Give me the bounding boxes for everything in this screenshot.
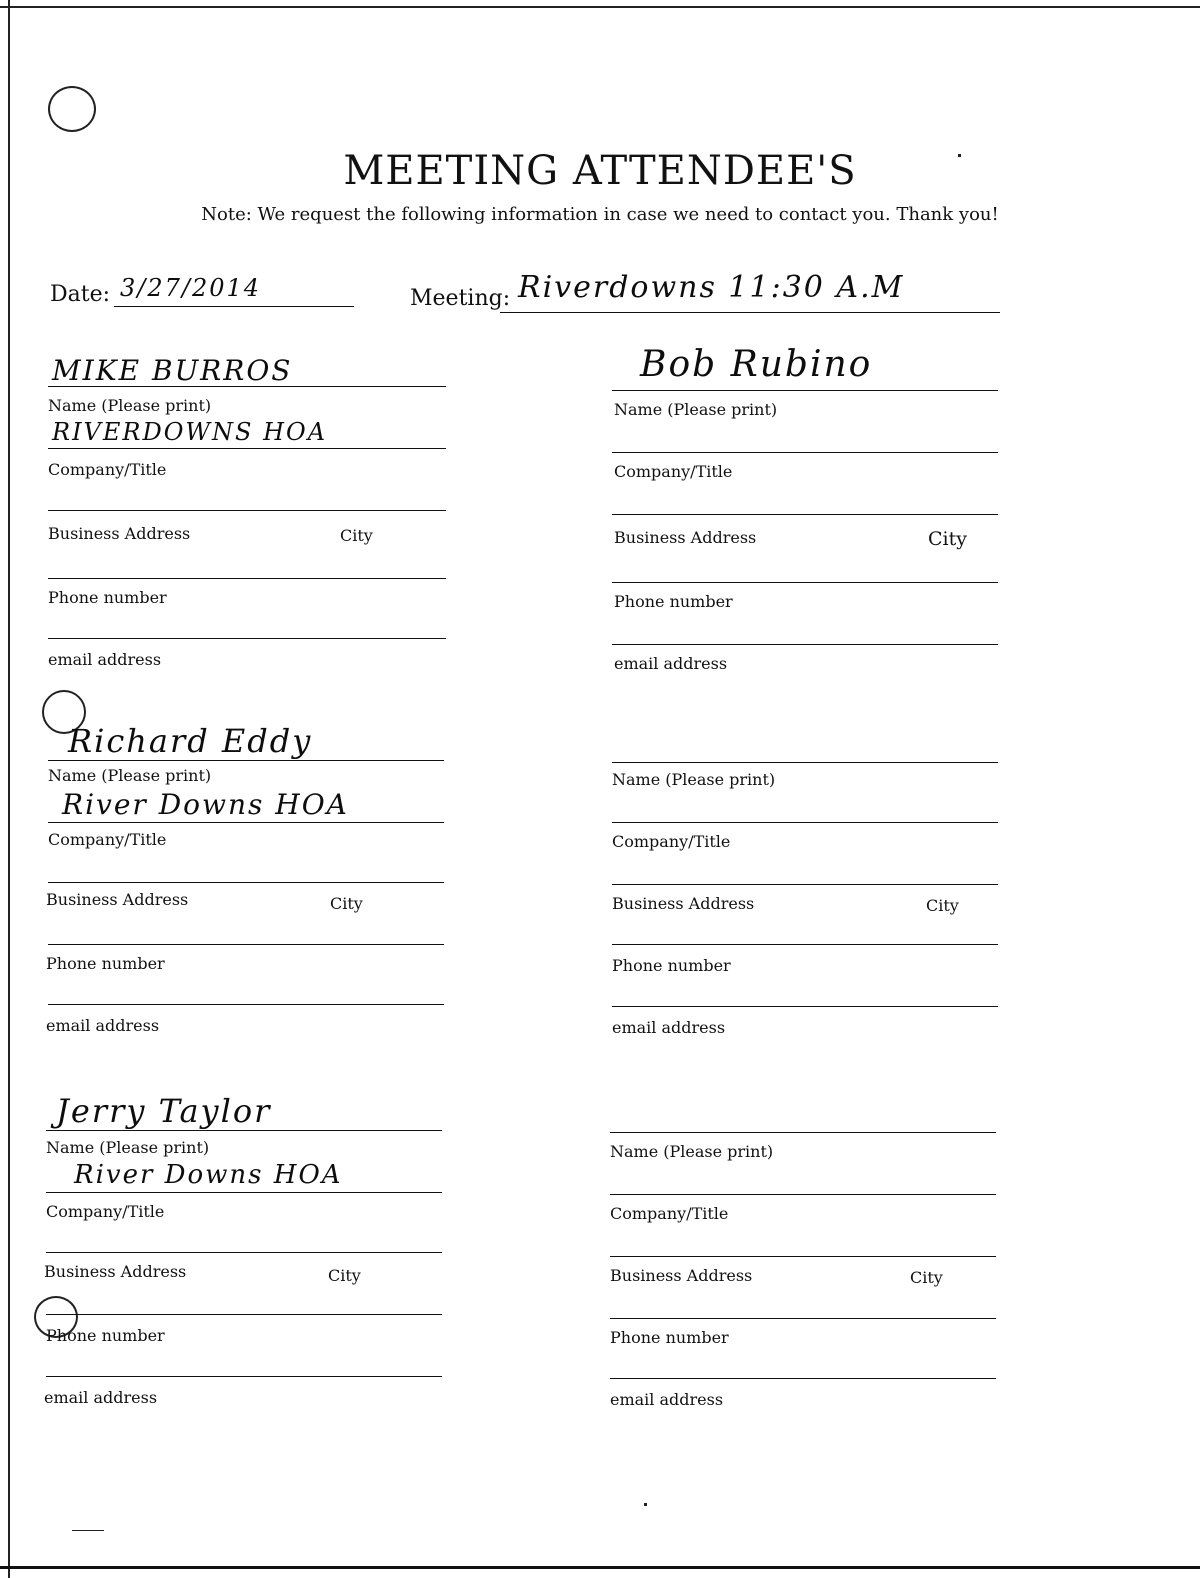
- attendee-2-company-line: [612, 452, 998, 453]
- page-title: MEETING ATTENDEE'S: [343, 148, 857, 194]
- attendee-5-email-label: email address: [44, 1388, 158, 1407]
- attendee-6-address-label: Business Address: [610, 1266, 753, 1285]
- attendee-6-phone-line: [610, 1318, 996, 1319]
- page-note: Note: We request the following information in case we need to contact you. Thank you!: [201, 204, 999, 225]
- attendee-1-name-line: [48, 386, 446, 387]
- date-value[interactable]: 3/27/2014: [120, 274, 262, 302]
- attendee-6-email-label: email address: [610, 1390, 724, 1409]
- attendee-2-email-label: email address: [614, 654, 728, 673]
- speck: [72, 1530, 104, 1531]
- attendee-2-city-label: City: [928, 528, 967, 550]
- attendee-1-phone-label: Phone number: [48, 588, 167, 607]
- attendee-4-company-label: Company/Title: [612, 832, 731, 851]
- attendee-4-name-label: Name (Please print): [612, 770, 776, 789]
- attendee-1-address-label: Business Address: [48, 524, 191, 543]
- attendee-6-address-line: [610, 1256, 996, 1257]
- attendee-4-phone-label: Phone number: [612, 956, 731, 975]
- attendee-3-name-line: [48, 760, 444, 761]
- attendee-4-email-line: [612, 1006, 998, 1007]
- attendee-1-name-label: Name (Please print): [48, 396, 212, 415]
- attendee-1-company[interactable]: RIVERDOWNS HOA: [52, 418, 328, 446]
- attendee-3-name[interactable]: Richard Eddy: [68, 722, 313, 760]
- attendee-5-phone-label: Phone number: [46, 1326, 165, 1345]
- attendee-1-email-label: email address: [48, 650, 162, 669]
- attendee-1-city-label: City: [340, 526, 373, 545]
- attendee-5-address-label: Business Address: [44, 1262, 187, 1281]
- attendee-2-address-label: Business Address: [614, 528, 757, 547]
- attendee-6-name-label: Name (Please print): [610, 1142, 774, 1161]
- punch-hole-top: [48, 86, 96, 132]
- attendee-4-phone-line: [612, 944, 998, 945]
- scan-edge-bottom: [0, 1566, 1200, 1569]
- attendee-5-email-line: [46, 1376, 442, 1377]
- attendee-2-name-line: [612, 390, 998, 391]
- attendee-3-email-label: email address: [46, 1016, 160, 1035]
- attendee-5-company[interactable]: River Downs HOA: [74, 1160, 343, 1190]
- attendee-1-company-line: [48, 448, 446, 449]
- attendee-3-name-label: Name (Please print): [48, 766, 212, 785]
- attendee-5-name-line: [46, 1130, 442, 1131]
- attendee-5-phone-line: [46, 1314, 442, 1315]
- attendee-4-name-line: [612, 762, 998, 763]
- attendee-6-city-label: City: [910, 1268, 943, 1287]
- attendee-5-name[interactable]: Jerry Taylor: [56, 1092, 272, 1130]
- scan-edge-left: [8, 0, 10, 1578]
- attendee-4-address-line: [612, 884, 998, 885]
- attendee-6-name-line: [610, 1132, 996, 1133]
- attendee-5-name-label: Name (Please print): [46, 1138, 210, 1157]
- attendee-6-company-line: [610, 1194, 996, 1195]
- attendee-5-company-line: [46, 1192, 442, 1193]
- attendee-3-address-line: [48, 882, 444, 883]
- date-label: Date:: [50, 282, 111, 307]
- meeting-line: [500, 312, 1000, 313]
- attendee-1-name[interactable]: MIKE BURROS: [52, 354, 293, 387]
- meeting-value[interactable]: Riverdowns 11:30 A.M: [518, 270, 905, 305]
- attendee-4-company-line: [612, 822, 998, 823]
- attendee-3-phone-label: Phone number: [46, 954, 165, 973]
- attendee-2-address-line: [612, 514, 998, 515]
- attendee-4-address-label: Business Address: [612, 894, 755, 913]
- attendee-1-company-label: Company/Title: [48, 460, 167, 479]
- attendee-2-name-label: Name (Please print): [614, 400, 778, 419]
- attendee-3-email-line: [48, 1004, 444, 1005]
- scan-edge-top: [0, 6, 1200, 8]
- attendee-1-phone-line: [48, 578, 446, 579]
- speck: [644, 1503, 647, 1506]
- attendee-5-company-label: Company/Title: [46, 1202, 165, 1221]
- attendee-1-address-line: [48, 510, 446, 511]
- attendee-3-company-label: Company/Title: [48, 830, 167, 849]
- attendee-3-address-label: Business Address: [46, 890, 189, 909]
- attendee-4-email-label: email address: [612, 1018, 726, 1037]
- attendee-6-phone-label: Phone number: [610, 1328, 729, 1347]
- attendee-3-company-line: [48, 822, 444, 823]
- attendee-2-phone-label: Phone number: [614, 592, 733, 611]
- attendee-1-email-line: [48, 638, 446, 639]
- attendee-3-city-label: City: [330, 894, 363, 913]
- date-line: [114, 306, 354, 307]
- attendee-5-address-line: [46, 1252, 442, 1253]
- attendee-3-phone-line: [48, 944, 444, 945]
- attendee-5-city-label: City: [328, 1266, 361, 1285]
- attendee-6-company-label: Company/Title: [610, 1204, 729, 1223]
- attendee-2-email-line: [612, 644, 998, 645]
- attendee-2-phone-line: [612, 582, 998, 583]
- attendee-2-company-label: Company/Title: [614, 462, 733, 481]
- attendee-4-city-label: City: [926, 896, 959, 915]
- attendee-6-email-line: [610, 1378, 996, 1379]
- attendee-3-company[interactable]: River Downs HOA: [62, 788, 349, 821]
- meeting-label: Meeting:: [410, 286, 511, 311]
- attendee-2-name[interactable]: Bob Rubino: [640, 344, 873, 385]
